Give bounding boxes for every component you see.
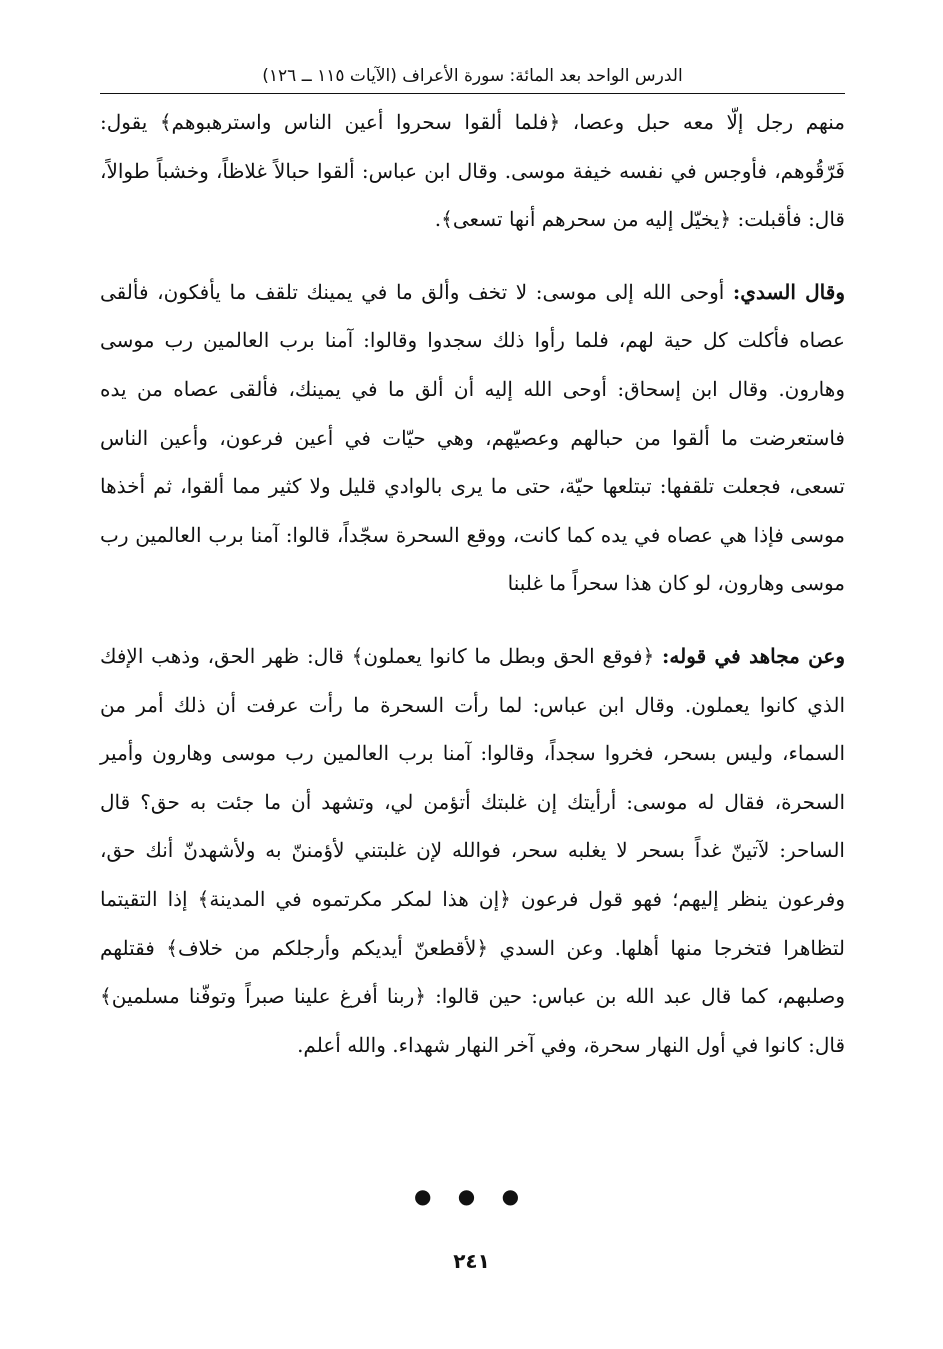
paragraph-2-text: أوحى الله إلى موسى: لا تخف وألق ما في يمينك تلقف ما يأفكون، فألقى عصاه فأكلت كل حية لهم، فلما رأوا ذلك سجدوا وقالوا: آمنا برب العالمين رب موسى وهارون. وقال ابن إسحاق: أوحى الله إليه أن ألق ما في يمينك، فألقى عصاه من يده فاستعرضت ما ألقوا من حبالهم وعصيّهم، وهي حيّات في أعين فرعون، وأعين الناس تسعى، فجعلت تلقفها: تبتلعها حيّة، حتى ما يرى بالوادي قليل ولا كثير مما ألقوا، ثم أخذها موسى فإذا هي عصاه في يده كما كانت، ووقع السحرة سجّداً، قالوا: آمنا برب العالمين رب موسى وهارون، لو كان هذا سحراً ما غلبنا xyxy=(100,279,845,596)
page-number: ٢٤١ xyxy=(453,1249,490,1273)
header-divider xyxy=(100,93,845,94)
section-separator: ● ● ● xyxy=(413,1184,530,1208)
body-text xyxy=(100,98,845,1069)
paragraph-1 xyxy=(100,98,845,244)
paragraph-1-text: منهم رجل إلّا معه حبل وعصا، ﴿فلما ألقوا سحروا أعين الناس واسترهبوهم﴾ يقول: فَرّقُوهم، فأوجس في نفسه خيفة موسى. وقال ابن عباس: ألقوا حبالاً غلاظاً، وخشباً طوالاً، قال: فأقبلت: ﴿يخيّل إليه من سحرهم أنها تسعى﴾. xyxy=(100,110,845,232)
paragraph-3-lead: وعن مجاهد في قوله: xyxy=(662,643,845,668)
paragraph-2-lead: وقال السدي: xyxy=(732,279,845,304)
running-header: الدرس الواحد بعد المائة: سورة الأعراف (الآيات ١١٥ ــ ١٢٦) xyxy=(262,66,683,86)
paragraph-3-text: ﴿فوقع الحق وبطل ما كانوا يعملون﴾ قال: ظهر الحق، وذهب الإفك الذي كانوا يعملون. وقال ابن عباس: لما رأت السحرة ما رأت عرفت أن ذلك أمر من السماء، وليس بسحر، فخروا سجداً، وقالوا: آمنا برب العالمين رب موسى وهارون وأمير السحرة، فقال له موسى: أرأيتك إن غلبتك أتؤمن لي، وتشهد أن ما جئت به حق؟ قال الساحر: لآتينّ غداً بسحر لا يغلبه سحر، فوالله لإن غلبتني لأؤمننّ به ولأشهدنّ أنك حق، وفرعون ينظر إليهم؛ فهو قول فرعون ﴿إن هذا لمكر مكرتموه في المدينة﴾ إذا التقيتما لتظاهرا فتخرجا منها أهلها. وعن السدي ﴿لأقطعنّ أيديكم وأرجلكم من خلاف﴾ فقتلهم وصلبهم، كما قال عبد الله بن عباس: حين قالوا: ﴿ربنا أفرغ علينا صبراً وتوفّنا مسلمين﴾ قال: كانوا في أول النهار سحرة، وفي آخر النهار شهداء. والله أعلم. xyxy=(100,643,846,1057)
paragraph-2 xyxy=(100,268,845,608)
paragraph-3 xyxy=(100,632,845,1069)
